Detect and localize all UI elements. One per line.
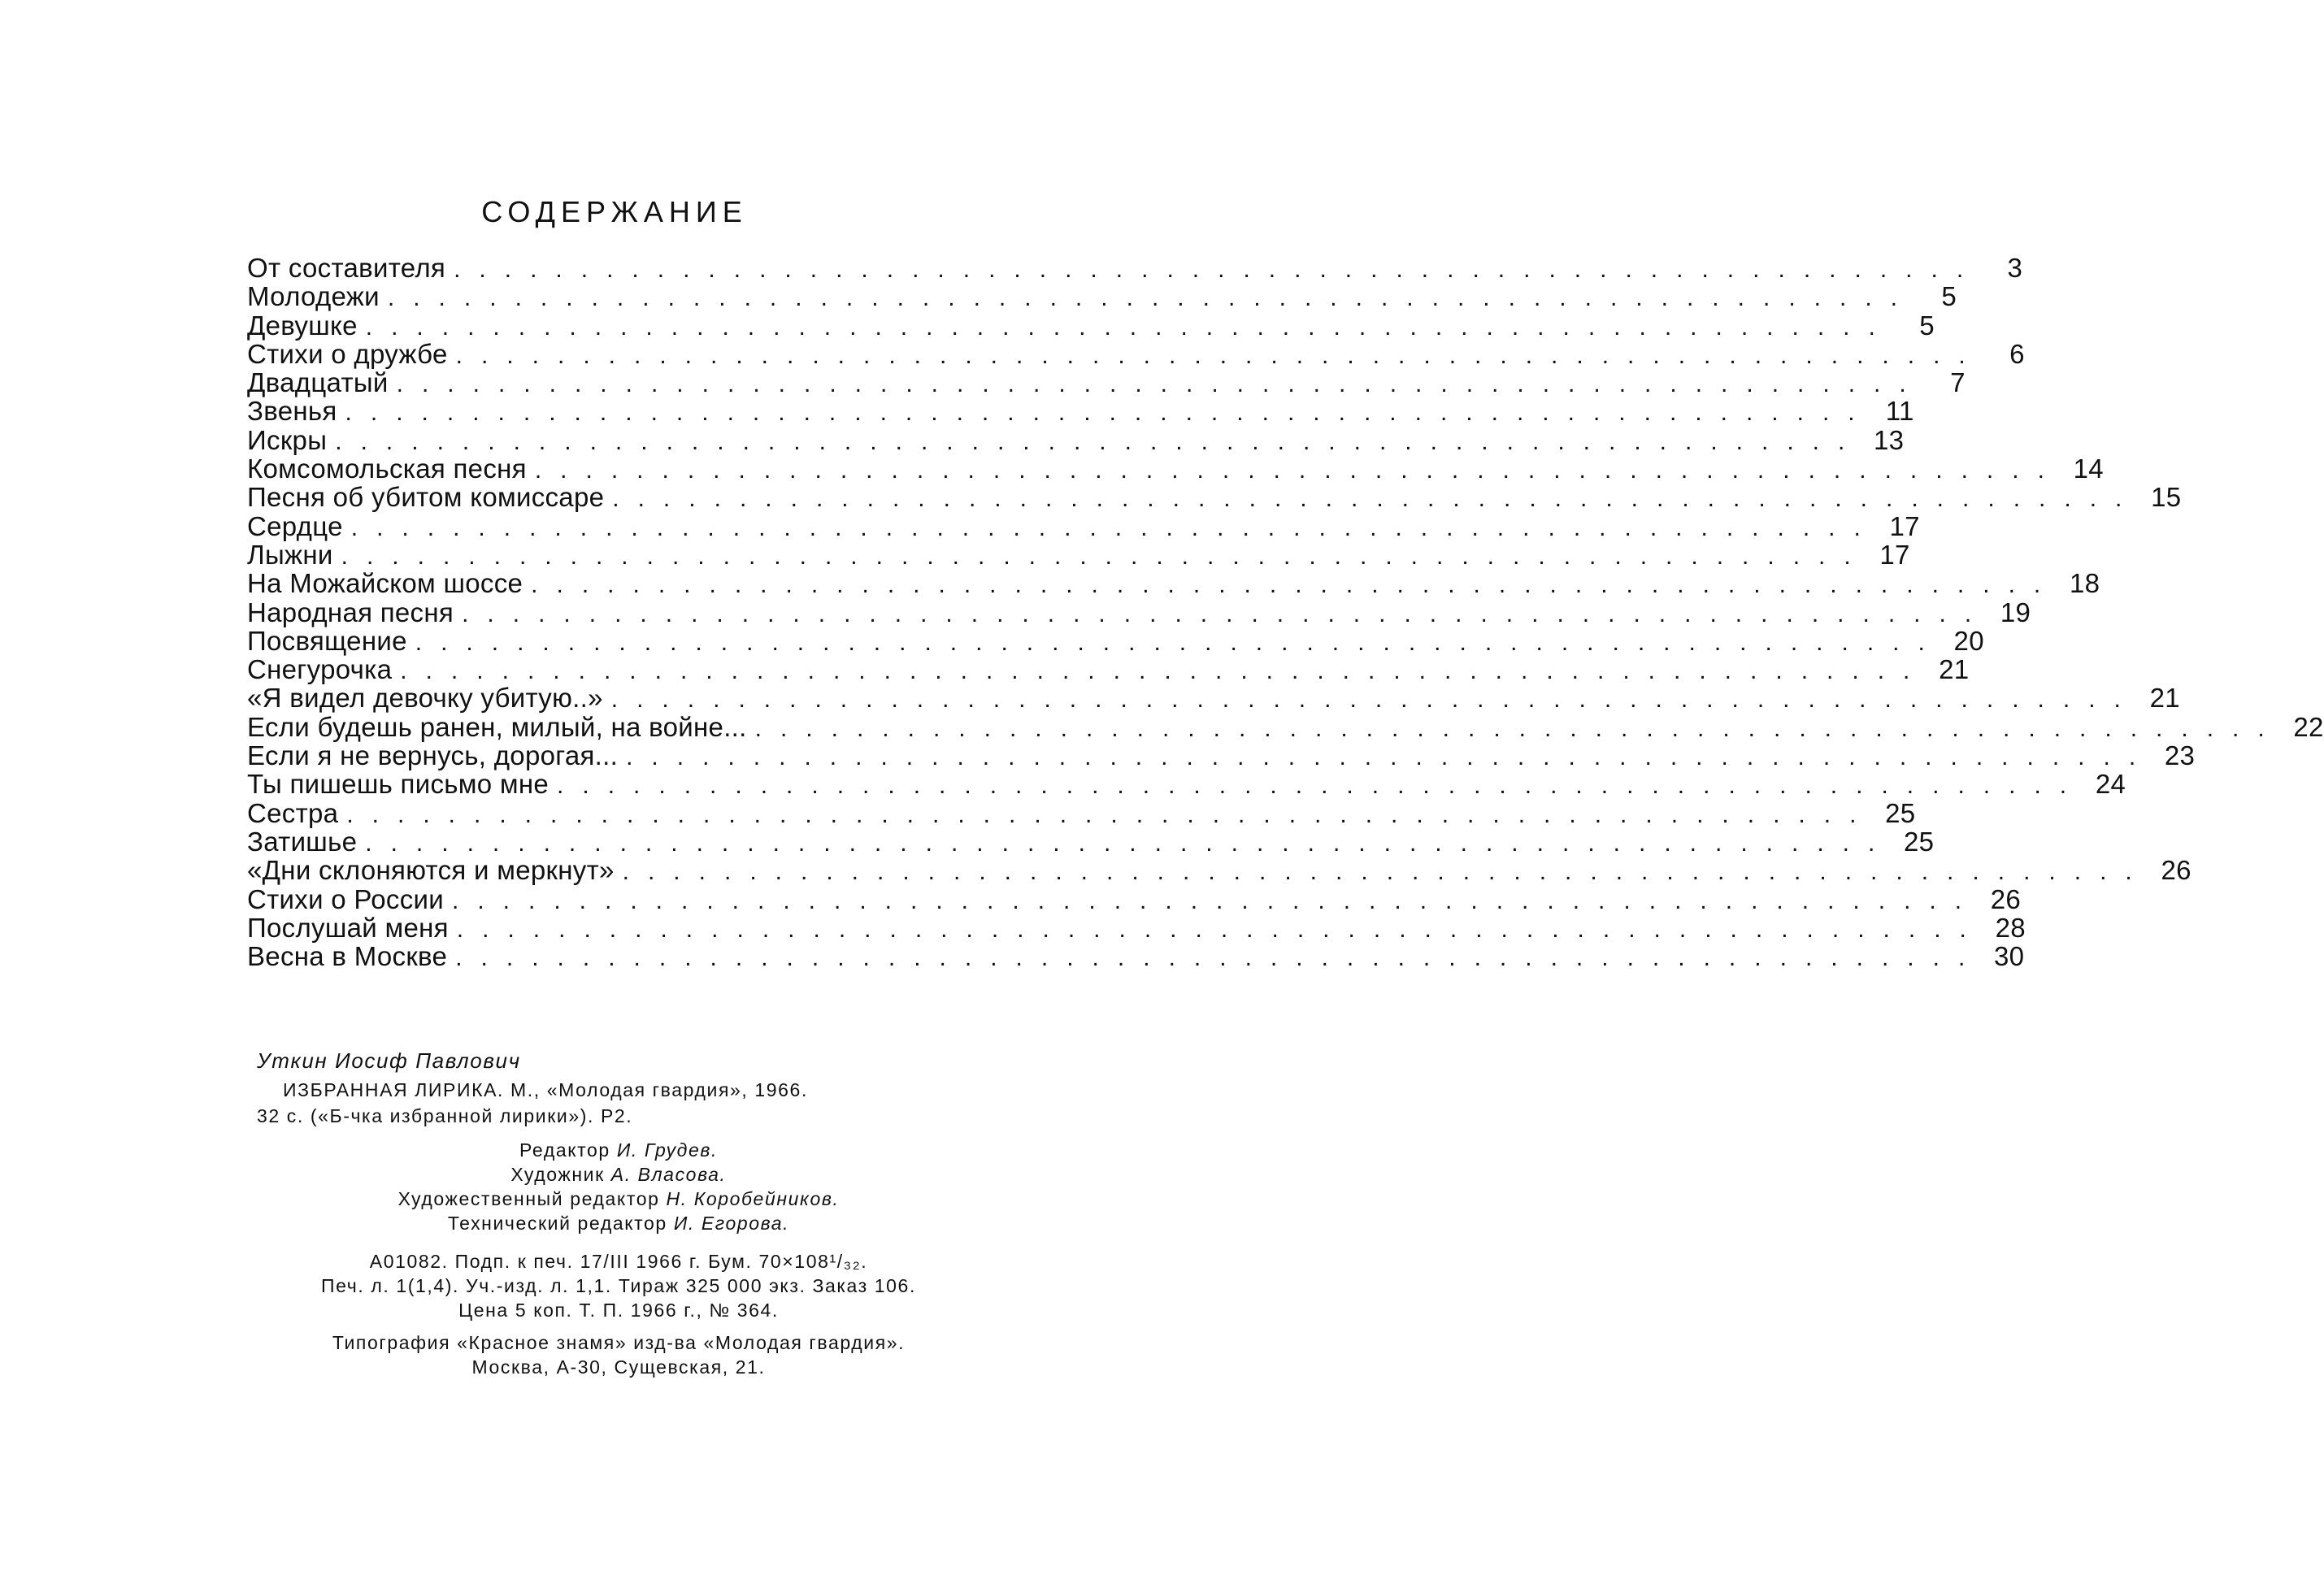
- bibliography-line1-text: ИЗБРАННАЯ ЛИРИКА. М., «Молодая гвардия», 1966.: [283, 1079, 808, 1100]
- credit-role: Художник: [510, 1164, 605, 1185]
- toc-entry-page: 24: [2095, 769, 2126, 800]
- toc-entry-title: На Можайском шоссе: [247, 568, 523, 599]
- dot-leader: ............................................................: [341, 542, 1870, 570]
- toc-entry: [247, 855, 2192, 886]
- dot-leader: ............................................................: [415, 628, 1944, 656]
- toc-entry-title: Двадцатый: [247, 367, 389, 398]
- dot-leader: ............................................................: [365, 313, 1894, 341]
- toc-entry-page: 17: [1879, 539, 1910, 570]
- toc-entry-title: Снегурочка: [247, 654, 393, 685]
- credit-role: Художественный редактор: [397, 1188, 660, 1209]
- toc-entry-page: 14: [2073, 454, 2104, 484]
- toc-entry: [247, 338, 2025, 369]
- imprint-printer: [257, 1330, 980, 1379]
- toc-entry: [247, 396, 1914, 427]
- toc-entry-page: 21: [1939, 654, 1970, 685]
- dot-leader: ............................................................: [455, 341, 1984, 369]
- toc-entry-title: Затишье: [247, 826, 358, 857]
- dot-leader: ............................................................: [754, 714, 2283, 742]
- dot-leader: ............................................................: [346, 801, 1875, 828]
- toc-entry-title: Стихи о дружбе: [247, 338, 448, 369]
- tech-line-3: Цена 5 коп. Т. П. 1966 г., № 364.: [458, 1300, 779, 1321]
- toc-entry-page: 7: [1950, 367, 1966, 398]
- toc-entry-title: Лыжни: [247, 539, 333, 570]
- toc-entry-title: Весна в Москве: [247, 941, 448, 972]
- toc-entry: [247, 654, 1970, 685]
- toc-entry: [247, 310, 1935, 341]
- toc-entry: [247, 253, 2023, 283]
- toc-entry-title: Сестра: [247, 797, 339, 828]
- dot-leader: ............................................................: [612, 485, 2141, 513]
- credit-role: Технический редактор: [447, 1213, 667, 1234]
- toc-entry-title: Искры: [247, 424, 328, 455]
- credit-role: Редактор: [519, 1139, 610, 1161]
- toc-entry-page: 21: [2149, 683, 2180, 714]
- credit-name: А. Власова.: [610, 1164, 727, 1185]
- toc-entry: [247, 281, 1957, 312]
- toc-entry-page: 25: [1904, 826, 1935, 857]
- toc-title: СОДЕРЖАНИЕ: [481, 195, 748, 228]
- credit-name: И. Грудев.: [616, 1139, 718, 1161]
- dot-leader: ............................................................: [455, 944, 1984, 972]
- toc-entry: [247, 539, 1910, 570]
- credit-line: [257, 1187, 980, 1211]
- dot-leader: ............................................................: [626, 744, 2155, 771]
- toc-entry: [247, 454, 2104, 484]
- toc-entry: [247, 912, 2026, 943]
- toc-entry: [247, 769, 2126, 800]
- dot-leader: ............................................................: [531, 571, 2060, 599]
- dot-leader: ............................................................: [456, 915, 1985, 943]
- tech-line-2: Печ. л. 1(1,4). Уч.-изд. л. 1,1. Тираж 325 000 экз. Заказ 106.: [321, 1275, 916, 1296]
- dot-leader: ............................................................: [454, 256, 1983, 283]
- toc-entry-title: Народная песня: [247, 597, 454, 627]
- dot-leader: ............................................................: [610, 686, 2139, 714]
- toc-entry: [247, 367, 1966, 398]
- imprint-credits: [257, 1138, 980, 1235]
- toc-entry-title: Молодежи: [247, 281, 380, 312]
- toc-entry: [247, 625, 1984, 656]
- toc-entry-page: 13: [1874, 424, 1905, 455]
- dot-leader: ............................................................: [462, 600, 1991, 627]
- dot-leader: ............................................................: [396, 371, 1925, 398]
- toc-entry-title: Если будешь ранен, милый, на войне...: [247, 711, 747, 742]
- dot-leader: ............................................................: [451, 887, 1981, 914]
- toc-entry-title: Послушай меня: [247, 912, 449, 943]
- toc-entry-page: 23: [2164, 740, 2196, 771]
- toc-entry-title: Девушке: [247, 310, 358, 341]
- toc-entry-page: 26: [2161, 855, 2192, 886]
- toc-entry-page: 3: [2007, 253, 2023, 283]
- tech-line-1: А01082. Подп. к печ. 17/III 1966 г. Бум. 70×108¹/₃₂.: [369, 1251, 868, 1272]
- toc-entry-page: 5: [1941, 281, 1957, 312]
- dot-leader: ............................................................: [534, 457, 2063, 484]
- dot-leader: ............................................................: [387, 284, 1916, 312]
- toc-entry: [247, 711, 2324, 742]
- credit-line: [257, 1211, 980, 1235]
- credit-line: [257, 1138, 980, 1162]
- toc-entry-title: Ты пишешь письмо мне: [247, 769, 550, 800]
- imprint-technical: [257, 1249, 980, 1322]
- toc-entry: [247, 797, 1916, 828]
- bibliography-line2: 32 с. («Б-чка избранной лирики»). Р2.: [257, 1105, 633, 1126]
- printer-line-2: Москва, А-30, Сущевская, 21.: [471, 1356, 766, 1378]
- toc-entry-page: 6: [2009, 338, 2025, 369]
- toc-entry-page: 19: [2000, 597, 2031, 627]
- toc-entry-title: Посвящение: [247, 625, 407, 656]
- dot-leader: ............................................................: [557, 772, 2086, 800]
- toc-entry-title: Если я не вернусь, дорогая...: [247, 740, 619, 771]
- toc-entry-page: 18: [2069, 568, 2100, 599]
- toc-entry-title: «Я видел девочку убитую..»: [247, 683, 603, 714]
- toc-entry-page: 25: [1885, 797, 1916, 828]
- toc-entry: [247, 683, 2180, 714]
- toc-entry-title: Песня об убитом комиссаре: [247, 482, 605, 513]
- toc-entry: [247, 424, 1905, 455]
- imprint-bibliography: [257, 1077, 980, 1129]
- toc-entry: [247, 597, 2031, 627]
- toc-entry-page: 5: [1919, 310, 1935, 341]
- toc-entry-title: Комсомольская песня: [247, 454, 527, 484]
- toc-entry-title: Сердце: [247, 510, 343, 541]
- dot-leader: ............................................................: [350, 514, 1879, 541]
- toc-entry-page: 11: [1885, 396, 1914, 427]
- toc-entry: [247, 883, 2022, 914]
- toc-entry: [247, 826, 1935, 857]
- toc-list: [247, 253, 2324, 972]
- toc-entry-page: 28: [1995, 912, 2026, 943]
- toc-entry-page: 26: [1990, 883, 2022, 914]
- toc-entry-page: 17: [1889, 510, 1920, 541]
- bibliography-line: [257, 1077, 980, 1103]
- credit-line: [257, 1162, 980, 1187]
- toc-entry: [247, 941, 2025, 972]
- toc-entry-page: 30: [1993, 941, 2025, 972]
- toc-entry: [247, 510, 1920, 541]
- imprint-author: Уткин Иосиф Павлович: [257, 1048, 521, 1073]
- dot-leader: ............................................................: [345, 399, 1874, 427]
- dot-leader: ............................................................: [400, 657, 1929, 685]
- toc-entry-page: 20: [1953, 625, 1984, 656]
- toc-entry: [247, 568, 2100, 599]
- toc-entry: [247, 482, 2182, 513]
- credit-name: Н. Коробейников.: [666, 1188, 840, 1209]
- dot-leader: ............................................................: [335, 427, 1864, 455]
- toc-entry-page: 15: [2151, 482, 2182, 513]
- dot-leader: ............................................................: [622, 858, 2151, 886]
- toc-entry-title: «Дни склоняются и меркнут»: [247, 855, 615, 886]
- toc-entry-title: Звенья: [247, 396, 337, 427]
- toc-entry: [247, 740, 2196, 771]
- toc-entry-page: 22: [2293, 711, 2324, 742]
- toc-entry-title: Стихи о России: [247, 883, 444, 914]
- printer-line-1: Типография «Красное знамя» изд-ва «Молодая гвардия».: [332, 1332, 906, 1353]
- toc-entry-title: От составителя: [247, 253, 446, 283]
- credit-name: И. Егорова.: [673, 1213, 790, 1234]
- dot-leader: ............................................................: [365, 829, 1894, 857]
